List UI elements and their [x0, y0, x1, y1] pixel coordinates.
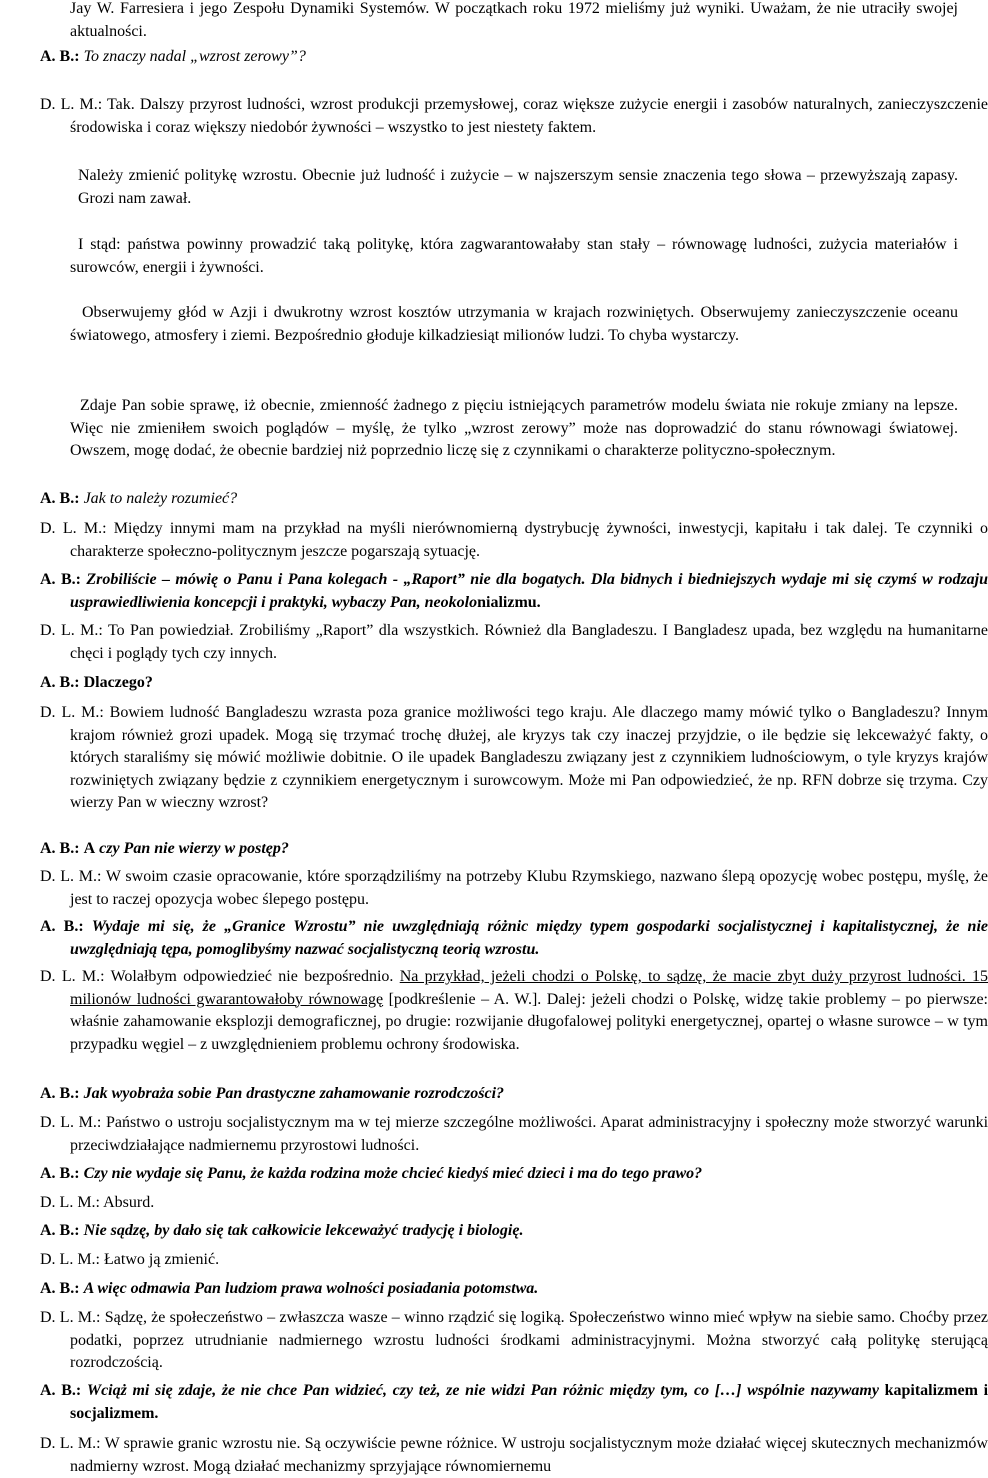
answer-text: Absurd.: [103, 1194, 155, 1211]
speaker-label: A. B.:: [40, 1280, 80, 1297]
question-report: [40, 569, 988, 614]
speaker-label: D. L. M.:: [40, 622, 103, 639]
question-text: Nie sądzę, by dało się tak całkowicie lekceważyć tradycję i biologię.: [83, 1222, 524, 1239]
question-freedom: [40, 1278, 958, 1301]
speaker-label: D. L. M.:: [40, 1435, 101, 1452]
answer-mechanisms: [40, 1433, 988, 1478]
question-text-a: Wciąż mi się zdaje, że nie chce Pan widzieć, czy też, ze nie widzi Pan różnic między tym, co […] wspólnie nazywamy: [86, 1382, 879, 1399]
answer-population: [40, 702, 988, 815]
speaker-label: A. B.:: [40, 490, 80, 507]
question-family: [40, 1163, 958, 1186]
answer-text: Łatwo ją zmienić.: [104, 1251, 220, 1268]
answer-poland: [40, 966, 988, 1056]
speaker-label: A. B.:: [40, 48, 80, 65]
speaker-label: A. B.:: [40, 918, 84, 935]
paragraph-policy: [78, 165, 958, 210]
question-text-c: nializmu.: [477, 593, 541, 611]
speaker-label: D. L. M.:: [40, 1309, 101, 1326]
question-text: To znaczy nadal „wzrost zerowy”?: [83, 48, 306, 65]
speaker-label: D. L. M.:: [40, 1251, 100, 1268]
speaker-label: D. L. M.:: [40, 96, 103, 113]
speaker-label: D. L. M.:: [40, 968, 105, 985]
answer-text-b: [podkreślenie – A. W.]. Dalej: jeżeli chodzi o Polskę, widzę takie problemy – po pierwsze: właśnie zahamowanie eksplozji demograficznej, po drugie: rozwijanie długofalowej polityki energetycznej, opartej o własne surowce – w tym przypadku węgiel – z uwzględnieniem problemu ochrony środowiska.: [70, 990, 988, 1053]
speaker-label: A. B.:: [40, 1382, 82, 1399]
answer-opposition: [40, 866, 988, 911]
paragraph-text: I stąd: państwa powinny prowadzić taką politykę, która zagwarantowałaby stan stały – równowagę ludności, zużycia materiałów i surowców, energii i żywności.: [70, 236, 958, 276]
answer-text: To Pan powiedział. Zrobiliśmy „Raport” dla wszystkich. Również dla Bangladeszu. I Bangladesz upada, bez względu na humanitarne chęci i poglądy tych czy innych.: [70, 622, 988, 662]
question-text: Jak to należy rozumieć?: [83, 490, 238, 507]
answer-text-a: Wolałbym odpowiedzieć nie bezpośrednio.: [110, 968, 394, 985]
answer-growth: [40, 94, 988, 139]
paragraph-hunger: [70, 302, 958, 347]
question-text-a: Zrobiliście – mówię o Panu i Pana kolegach - „Raport” nie dla bogatych.: [86, 571, 586, 588]
question-text-a: A: [83, 840, 96, 857]
paragraph-states: [70, 234, 958, 279]
answer-text: Sądzę, że społeczeństwo – zwłaszcza wasze – winno rządzić się logiką. Społeczeństwo winno mieć wpływ na siebie samo. Choćby przez podatki, poprzez utrudnianie nadmiernego wzrostu ludności środkami administracyjnymi. Można stworzyć całą politykę sterującą rozrodczością.: [70, 1309, 988, 1372]
speaker-label: A. B.:: [40, 1085, 80, 1102]
speaker-label: D. L. M.:: [40, 704, 104, 721]
answer-text: Między innymi mam na przykład na myśli nierównomierną dystrybucję żywności, inwestycji, kapitału i tak dalej. Te czynniki o charakterze społeczno-politycznym jeszcze pogarszają sytuację.: [70, 520, 988, 560]
paragraph-text: Jay W. Farresiera i jego Zespołu Dynamiki Systemów. W początkach roku 1972 mieliśmy już wyniki. Uważam, że nie utraciły swojej aktualności.: [70, 0, 958, 40]
paragraph-text: Należy zmienić politykę wzrostu. Obecnie już ludność i zużycie – w najszerszym sensie znaczenia tego słowa – przewyższają zapasy. Grozi nam zawał.: [78, 167, 958, 207]
answer-absurd: [40, 1192, 958, 1215]
answer-text: W swoim czasie opracowanie, które sporządziliśmy na potrzeby Klubu Rzymskiego, nazwano ślepą opozycję wobec postępu, myślę, że jest to raczej opozycja wobec ślepego postępu.: [70, 868, 988, 908]
question-text: Jak wyobraża sobie Pan drastyczne zahamowanie rozrodczości?: [83, 1085, 505, 1102]
speaker-label: A. B.:: [40, 571, 81, 588]
speaker-label: A. B.:: [40, 1222, 80, 1239]
speaker-label: D. L. M.:: [40, 1114, 102, 1131]
question-why: [40, 672, 958, 695]
speaker-label: D. L. M.:: [40, 868, 102, 885]
answer-change: [40, 1249, 958, 1272]
paragraph-intro: [70, 0, 958, 43]
question-text: A więc odmawia Pan ludziom prawa wolności posiadania potomstwa.: [83, 1280, 539, 1297]
answer-bangladesh: [40, 620, 988, 665]
answer-state: [40, 1112, 988, 1157]
paragraph-text: Zdaje Pan sobie sprawę, iż obecnie, zmienność żadnego z pięciu istniejących parametrów modelu świata nie rokuje zmiany na lepsze. Więc nie zmieniłem swoich poglądów – myślę, że tylko „wzrost zerowy” może nas doprowadzić do stanu równowagi światowej. Owszem, mogę dodać, że obecnie bardziej niż poprzednio liczę się z czynnikami o charakterze polityczno-społecznym.: [70, 397, 958, 460]
paragraph-text: Obserwujemy głód w Azji i dwukrotny wzrost kosztów utrzymania w krajach rozwiniętych. Obserwujemy zanieczyszczenie oceanu światowego, atmosfery i ziemi. Bezpośrednio głoduje kilkadziesiąt milionów ludzi. To chyba wystarczy.: [70, 304, 958, 344]
answer-logic: [40, 1307, 988, 1375]
question-zero-growth: [40, 46, 958, 69]
speaker-label: A. B.:: [40, 674, 80, 691]
speaker-label: D. L. M.:: [40, 520, 107, 537]
answer-text: Tak. Dalszy przyrost ludności, wzrost produkcji przemysłowej, coraz większe zużycie energii i zasobów naturalnych, zanieczyszczenie środowiska i coraz większy niedobór żywności – wszystko to jest niestety faktem.: [70, 96, 988, 136]
speaker-label: D. L. M.:: [40, 1194, 100, 1211]
answer-underlined-text: Na przykład, jeżeli chodzi o Polskę, to sądzę, że macie zbyt duży przyrost ludności. 15 milionów ludności gwarantowałoby równowagę: [70, 968, 988, 1008]
speaker-label: A. B.:: [40, 1165, 80, 1182]
question-text: Czy nie wydaje się Panu, że każda rodzina może chcieć kiedyś mieć dzieci i ma do tego prawo?: [83, 1165, 703, 1182]
question-text: Dlaczego?: [83, 674, 153, 691]
question-text-b: kapitalizmem i socjalizmem.: [70, 1382, 988, 1422]
question-birthrate: [40, 1083, 958, 1106]
question-tradition: [40, 1220, 958, 1243]
answer-text: Bowiem ludność Bangladeszu wzrasta poza granice możliwości tego kraju. Ale dlaczego mamy mówić tylko o Bangladeszu? Innym krajom również grozi upadek. Mogą się trzymać trochę dłużej, ale kryzys tak czy inaczej przyjdzie, o ile będzie się lekceważyć fakty, o których staraliśmy się mówić możliwie dobitnie. O ile upadek Bangladeszu związany jest z czynnikiem ludnościowym, o tyle kryzys krajów rozwiniętych związany będzie z czynnikiem energetycznym i surowcowym. Może mi Pan odpowiedzieć, że np. RFN dobrze się trzyma. Czy wierzy Pan w wieczny wzrost?: [70, 704, 988, 812]
answer-distribution: [40, 518, 988, 563]
question-text: Wydaje mi się, że „Granice Wzrostu” nie uwzględniają różnic między typem gospodarki socjalistycznej i kapitalistycznej, że nie uwzględniają tępa, pomoglibyśmy nazwać socjalistyczną teorią wzrostu.: [70, 918, 988, 958]
question-differences: [40, 1380, 988, 1425]
speaker-label: A. B.:: [40, 840, 80, 857]
question-socialism: [40, 916, 988, 961]
question-text-b: Dla bidnych i biedniejszych wydaje mi się czymś w rodzaju usprawiedliwienia koncepcji i praktyki, wybaczy Pan, neokolo: [70, 571, 988, 611]
answer-text: W sprawie granic wzrostu nie. Są oczywiście pewne różnice. W ustroju socjalistycznym może działać więcej skutecznych mechanizmów nadmierny wzrost. Mogą działać mechanizmy sprzyjające równomiernemu: [70, 1435, 988, 1475]
paragraph-model: [70, 395, 958, 463]
question-progress: [40, 838, 958, 861]
answer-text: Państwo o ustroju socjalistycznym ma w tej mierze szczególne możliwości. Aparat administracyjny i społeczny może stworzyć warunki przeciwdziałające nadmiernemu przyrostowi ludności.: [70, 1114, 988, 1154]
question-understand: [40, 488, 958, 511]
question-text-b: czy Pan nie wierzy w postęp?: [99, 840, 289, 857]
